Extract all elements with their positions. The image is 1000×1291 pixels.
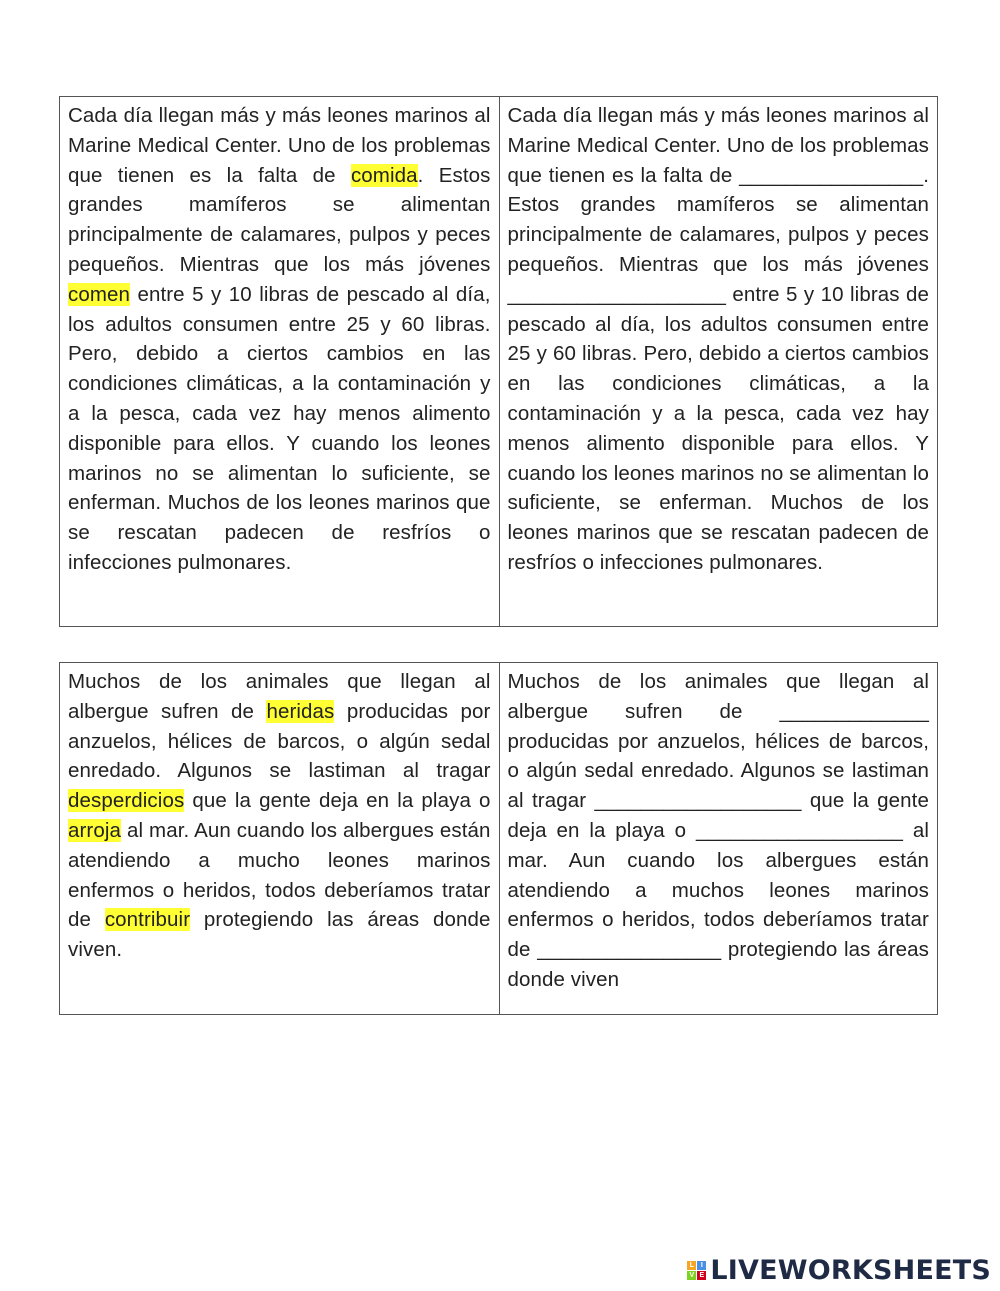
- text: entre 5 y 10 libras de pescado al día, los adultos consumen entre 25 y 60 libras. Pero, debido a ciertos cambios en las condiciones climáticas, a la contaminación y a la pesca, cada vez hay menos alimento disponible para ellos. Y cuando los leones marinos no se alimentan lo suficiente, se enferman. Muchos de los leones marinos que se rescatan padecen de resfríos o infecciones pulmonares.: [68, 282, 491, 574]
- passage-table-2: [59, 662, 938, 1015]
- passage-1-exercise: [499, 97, 938, 626]
- text: protegiendo las áreas donde viven.: [68, 908, 491, 962]
- text: Muchos de los animales que llegan al albergue sufren de: [68, 670, 491, 723]
- text: Muchos de los animales que llegan al albergue sufren de: [507, 670, 929, 723]
- text: al mar. Aun cuando los albergues están atendiendo a mucho leones marinos enfermos o heridos, todos deberíamos tratar de: [68, 818, 491, 932]
- blank-field-2[interactable]: ___________________: [507, 282, 727, 306]
- text: que la gente deja en la playa o: [184, 789, 491, 813]
- blank-field-4[interactable]: __________________: [594, 789, 802, 813]
- text: entre 5 y 10 libras de pescado al día, los adultos consumen entre 25 y 60 libras. Pero, debido a ciertos cambios en las condiciones climáticas, a la contaminación y a la pesca, cada vez hay menos alimento disponible para ellos. Y cuando los leones marinos no se alimentan lo suficiente, se enferman. Muchos de los leones marinos que se rescatan padecen de resfríos o infecciones pulmonares.: [507, 282, 929, 574]
- passage-table-1: [59, 96, 938, 627]
- passage-2-exercise: [499, 663, 938, 1014]
- text: producidas por anzuelos, hélices de barcos, o algún sedal enredado. Algunos se lastiman al tragar: [68, 699, 491, 783]
- highlighted-answer-comida: comida: [350, 163, 418, 187]
- highlighted-answer-heridas: heridas: [266, 699, 335, 723]
- passage-1-answer-key: [60, 97, 499, 626]
- logo-block-v: V: [687, 1271, 696, 1280]
- logo-block-i: I: [697, 1261, 706, 1270]
- blank-field-5[interactable]: __________________: [695, 818, 904, 842]
- brand-name: LIVEWORKSHEETS: [710, 1254, 991, 1286]
- highlighted-answer-desperdicios: desperdicios: [68, 789, 185, 813]
- live-blocks-icon: [687, 1261, 706, 1280]
- text: protegiendo las áreas donde viven: [507, 938, 929, 991]
- highlighted-answer-contribuir: contribuir: [104, 908, 191, 932]
- blank-field-3[interactable]: _____________: [779, 699, 929, 723]
- highlighted-answer-arroja: arroja: [68, 818, 122, 842]
- text: . Estos grandes mamíferos se alimentan principalmente de calamares, pulpos y peces pequeños. Mientras que los más jóvenes: [507, 163, 929, 276]
- passage-2-answer-key: [60, 663, 499, 1014]
- text: Cada día llegan más y más leones marinos al Marine Medical Center. Uno de los problemas que tienen es la falta de: [68, 104, 491, 187]
- blank-field-6[interactable]: ________________: [537, 938, 722, 962]
- text: que la gente deja en la playa o: [507, 789, 929, 842]
- logo-block-l: L: [687, 1261, 696, 1270]
- text: producidas por anzuelos, hélices de barcos, o algún sedal enredado. Algunos se lastiman al tragar: [507, 729, 929, 813]
- highlighted-answer-comen: comen: [68, 282, 131, 306]
- blank-field-1[interactable]: ________________: [739, 163, 924, 187]
- logo-block-e: E: [697, 1271, 706, 1280]
- text: al mar. Aun cuando los albergues están atendiendo a muchos leones marinos enfermos o heridos, todos deberíamos tratar de: [507, 818, 930, 962]
- liveworksheets-logo[interactable]: [687, 1252, 991, 1288]
- text: Cada día llegan más y más leones marinos al Marine Medical Center. Uno de los problemas que tienen es la falta de: [507, 104, 929, 187]
- text: . Estos grandes mamíferos se alimentan principalmente de calamares, pulpos y peces pequeños. Mientras que los más jóvenes: [68, 163, 491, 276]
